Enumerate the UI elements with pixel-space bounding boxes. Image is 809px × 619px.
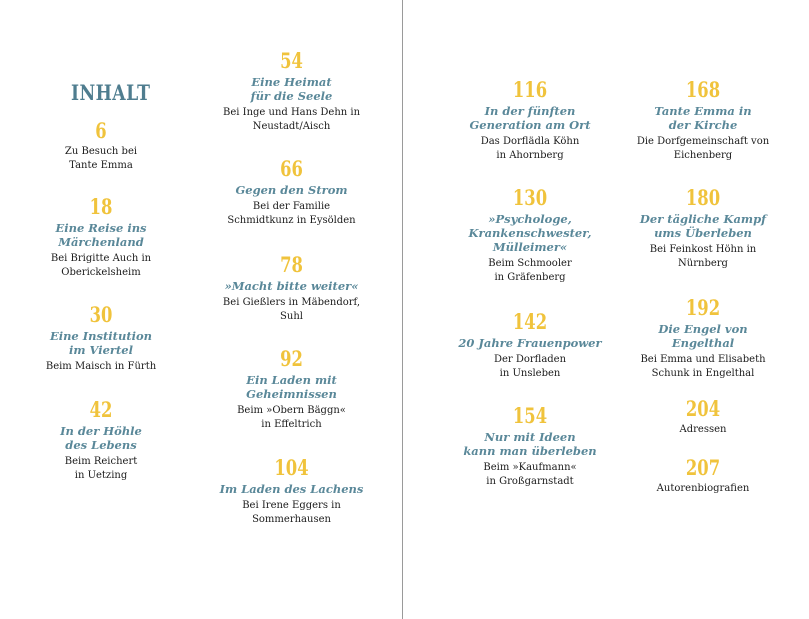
toc-entry-description: Bei Irene Eggers in Sommerhausen <box>242 500 341 525</box>
toc-entry-page: 42 <box>89 397 113 422</box>
toc-entry[interactable] <box>26 195 176 280</box>
toc-entry[interactable] <box>628 296 778 381</box>
toc-entry-page: 30 <box>89 302 113 327</box>
toc-entry[interactable] <box>455 186 605 285</box>
toc-entry[interactable] <box>26 398 176 483</box>
toc-entry-description: Die Dorfgemeinschaft von Eichenberg <box>636 136 770 161</box>
toc-entry-description: Beim Reichert in Uetzing <box>64 456 138 481</box>
toc-entry-page: 142 <box>512 309 548 334</box>
toc-entry-description: Beim »Kaufmann« in Großgarnstadt <box>483 462 577 487</box>
toc-entry-page: 204 <box>685 396 721 421</box>
toc-entry[interactable] <box>209 456 374 527</box>
toc-entry-title: In der fünften Generation am Ort <box>469 104 591 132</box>
toc-entry[interactable] <box>628 78 778 163</box>
toc-entry-description: Autorenbiografien <box>656 483 750 494</box>
toc-entry-page: 66 <box>280 156 303 181</box>
toc-entry[interactable] <box>628 397 778 437</box>
toc-entry-description: Der Dorfladen in Unsleben <box>493 354 567 379</box>
toc-entry-description: Bei der Familie Schmidtkunz in Eysölden <box>227 201 356 226</box>
toc-entry[interactable] <box>455 310 605 381</box>
toc-entry-title: Der tägliche Kampf ums Überleben <box>639 212 767 240</box>
toc-entry-description: Bei Feinkost Höhn in Nürnberg <box>649 244 757 269</box>
toc-entry-description: Bei Inge und Hans Dehn in Neustadt/Aisch <box>222 107 361 132</box>
toc-entry-description: Zu Besuch bei Tante Emma <box>64 146 138 171</box>
toc-entry[interactable] <box>628 186 778 271</box>
toc-entry-title: In der Höhle des Lebens <box>60 424 142 452</box>
toc-entry-title: »Macht bitte weiter« <box>224 279 359 293</box>
toc-entry-title: Eine Institution im Viertel <box>49 329 153 357</box>
toc-entry-title: Im Laden des Lachens <box>219 482 364 496</box>
toc-entry[interactable] <box>455 78 605 163</box>
toc-entry-description: Bei Gießlers in Mäbendorf, Suhl <box>222 297 361 322</box>
toc-entry-page: 104 <box>274 455 309 480</box>
toc-entry[interactable] <box>26 303 176 374</box>
toc-entry-description: Das Dorflädla Köhn in Ahornberg <box>480 136 580 161</box>
toc-entry[interactable] <box>455 404 605 489</box>
toc-entry-page: 54 <box>280 48 303 73</box>
toc-entry-page: 78 <box>280 252 303 277</box>
toc-entry[interactable] <box>209 347 374 432</box>
toc-entry-page: 130 <box>512 185 548 210</box>
toc-entry[interactable] <box>628 456 778 496</box>
toc-entry-title: Eine Reise ins Märchenland <box>55 221 147 249</box>
toc-entry-description: Adressen <box>679 424 727 435</box>
toc-entry-description: Beim Maisch in Fürth <box>45 361 157 372</box>
toc-entry-page: 168 <box>685 77 721 102</box>
toc-entry-title: Tante Emma in der Kirche <box>654 104 752 132</box>
toc-entry-title: »Psychologe, Krankenschwester, Mülleimer« <box>468 212 592 254</box>
toc-entry-title: Eine Heimat für die Seele <box>250 75 333 103</box>
toc-entry-page: 116 <box>512 77 548 102</box>
toc-entry[interactable] <box>26 119 176 173</box>
toc-entry-page: 154 <box>512 403 548 428</box>
toc-entry-title: Gegen den Strom <box>235 183 348 197</box>
toc-entry-title: Ein Laden mit Geheimnissen <box>246 373 337 401</box>
toc-entry[interactable] <box>209 49 374 134</box>
toc-entry-title: 20 Jahre Frauenpower <box>458 336 602 350</box>
toc-entry-title: Nur mit Ideen kann man überleben <box>463 430 597 458</box>
toc-entry-page: 207 <box>685 455 721 480</box>
toc-entry-description: Beim Schmooler in Gräfenberg <box>488 258 572 283</box>
toc-heading: INHALT <box>71 80 151 105</box>
toc-entry-description: Bei Emma und Elisabeth Schunk in Engelthal <box>640 354 766 379</box>
toc-entry-page: 180 <box>685 185 721 210</box>
toc-entry-page: 6 <box>95 118 107 143</box>
toc-entry[interactable] <box>209 157 374 228</box>
toc-entry[interactable] <box>209 253 374 324</box>
toc-entry-page: 192 <box>685 295 721 320</box>
toc-entry-title: Die Engel von Engelthal <box>658 322 748 350</box>
toc-entry-page: 18 <box>89 194 113 219</box>
toc-entry-description: Bei Brigitte Auch in Oberickelsheim <box>50 253 152 278</box>
toc-entry-page: 92 <box>280 346 303 371</box>
page-gutter-divider <box>402 0 403 619</box>
toc-entry-description: Beim »Obern Bäggn« in Effeltrich <box>237 405 346 430</box>
